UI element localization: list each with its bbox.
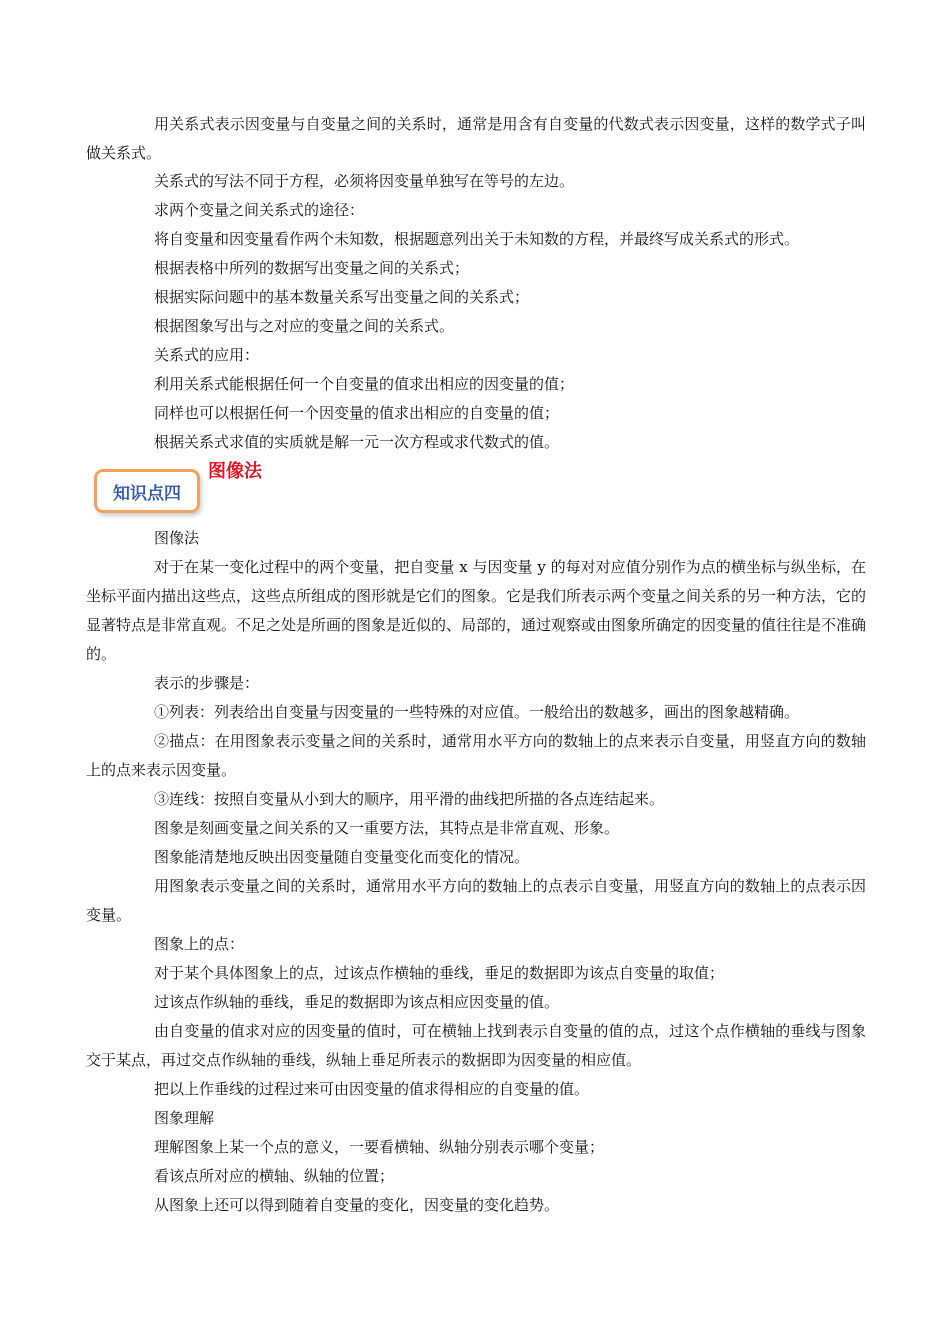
paragraph-relation-application-heading: 关系式的应用： xyxy=(154,346,260,364)
paragraph-find-dependent-value: 由自变量的值求对应的因变量的值时，可在横轴上找到表示自变量的值的点，过这个点作横轴的垂线与图象交于某点，再过交点作纵轴的垂线，纵轴上垂足所表示的数据即为因变量的相应值。 xyxy=(86,1022,866,1069)
paragraph-relation-methods-heading: 求两个变量之间关系式的途径： xyxy=(154,201,365,219)
paragraph-relation-method-2: 根据表格中所列的数据写出变量之间的关系式； xyxy=(154,259,470,277)
paragraph-relation-application-2: 同样也可以根据任何一个因变量的值求出相应的自变量的值； xyxy=(154,404,560,422)
paragraph-graph-method-heading: 图像法 xyxy=(154,529,200,547)
paragraph-relation-method-4: 根据图象写出与之对应的变量之间的关系式。 xyxy=(154,317,455,335)
paragraph-relation-definition: 用关系式表示因变量与自变量之间的关系时，通常是用含有自变量的代数式表示因变量，这样的数学式子叫做关系式。 xyxy=(86,115,866,162)
paragraph-step-plot-points: ②描点：在用图象表示变量之间的关系时，通常用水平方向的数轴上的点来表示自变量，用竖直方向的数轴上的点来表示因变量。 xyxy=(86,732,866,779)
knowledge-point-badge: 知识点四 xyxy=(94,469,200,513)
paragraph-graph-understanding-heading: 图象理解 xyxy=(154,1109,215,1127)
paragraph-reverse-process: 把以上作垂线的过程过来可由因变量的值求得相应的自变量的值。 xyxy=(154,1080,590,1098)
section-title: 图像法 xyxy=(208,461,262,482)
paragraph-points-x: 对于某个具体图象上的点，过该点作横轴的垂线，垂足的数据即为该点自变量的取值； xyxy=(154,964,725,982)
paragraph-step-connect-line: ③连线：按照自变量从小到大的顺序，用平滑的曲线把所描的各点连结起来。 xyxy=(154,790,665,808)
paragraph-graph-axis-meaning: 用图象表示变量之间的关系时，通常用水平方向的数轴上的点表示自变量，用竖直方向的数轴上的点表示因变量。 xyxy=(86,877,866,924)
paragraph-understanding-2: 看该点所对应的横轴、纵轴的位置； xyxy=(154,1167,395,1185)
paragraph-points-y: 过该点作纵轴的垂线，垂足的数据即为该点相应因变量的值。 xyxy=(154,993,560,1011)
paragraph-relation-application-1: 利用关系式能根据任何一个自变量的值求出相应的因变量的值； xyxy=(154,375,575,393)
paragraph-graph-reflects-change: 图象能清楚地反映出因变量随自变量变化而变化的情况。 xyxy=(154,848,530,866)
paragraph-understanding-3: 从图象上还可以得到随着自变量的变化，因变量的变化趋势。 xyxy=(154,1196,560,1214)
paragraph-graph-definition: 对于在某一变化过程中的两个变量，把自变量 x 与因变量 y 的每对对应值分别作为点的横坐标与纵坐标，在坐标平面内描出这些点，这些点所组成的图形就是它们的图象。它是我们所表示两个变量之间关系的另一种方法，它的显著特点是非常直观。不足之处是所画的图象是近似的、局部的，通过观察或由图象所确定的因变量的值往往是不准确的。 xyxy=(86,558,867,663)
paragraph-relation-method-1: 将自变量和因变量看作两个未知数，根据题意列出关于未知数的方程，并最终写成关系式的形式。 xyxy=(154,230,800,248)
paragraph-relation-method-3: 根据实际问题中的基本数量关系写出变量之间的关系式； xyxy=(154,288,530,306)
paragraph-relation-writing: 关系式的写法不同于方程，必须将因变量单独写在等号的左边。 xyxy=(154,172,575,190)
paragraph-points-heading: 图象上的点： xyxy=(154,935,245,953)
paragraph-relation-application-3: 根据关系式求值的实质就是解一元一次方程或求代数式的值。 xyxy=(154,433,560,451)
paragraph-understanding-1: 理解图象上某一个点的意义，一要看横轴、纵轴分别表示哪个变量； xyxy=(154,1138,605,1156)
paragraph-graph-feature: 图象是刻画变量之间关系的又一重要方法，其特点是非常直观、形象。 xyxy=(154,819,620,837)
paragraph-step-list-table: ①列表：列表给出自变量与因变量的一些特殊的对应值。一般给出的数越多，画出的图象越精确。 xyxy=(154,703,800,721)
paragraph-steps-heading: 表示的步骤是： xyxy=(154,674,260,692)
